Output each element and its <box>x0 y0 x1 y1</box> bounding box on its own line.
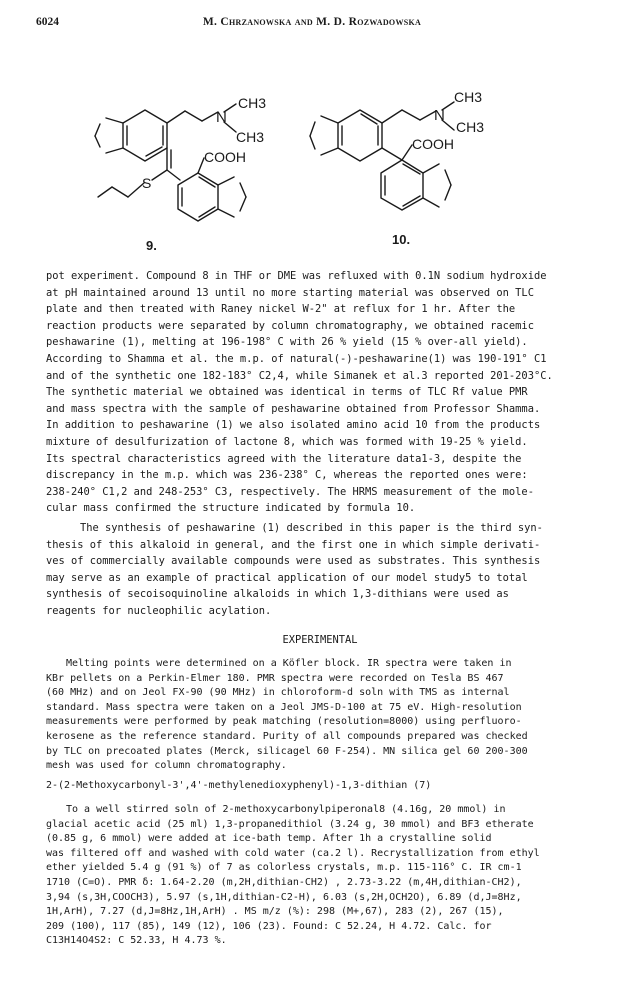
text-line: 238-240° C1,2 and 248-253° C3, respectively. The HRMS measurement of the mole- <box>46 485 534 498</box>
text-line: plate and then treated with Raney nickel W-2" at reflux for 1 hr. After the <box>46 303 516 316</box>
experimental-general-methods <box>46 657 594 774</box>
compound-9-sulfur: S <box>142 175 152 191</box>
text-line: at pH maintained around 13 until no more starting material was observed on TLC <box>46 286 534 299</box>
compound-10-carboxyl: COOH <box>412 136 454 152</box>
text-line: cular mass confirmed the structure indicated by formula 10. <box>46 502 416 515</box>
text-line: standard. Mass spectra were taken on a Jeol JMS-D-100 at 75 eV. High-resolution <box>46 701 522 713</box>
text-line: 209 (100), 117 (85), 149 (12), 106 (23). Found: C 52.24, H 4.72. Calc. for <box>46 920 492 932</box>
text-line: reagents for nucleophilic acylation. <box>46 604 272 617</box>
text-line: (60 MHz) and on Jeol FX-90 (90 MHz) in chloroform-d soln with TMS as internal <box>46 687 510 699</box>
compound-10-structure <box>310 102 454 210</box>
experimental-heading: EXPERIMENTAL <box>282 634 358 646</box>
text-line: 3,94 (s,3H,COOCH3), 5.97 (s,1H,dithian-C2-H), 6.03 (s,2H,OCH2O), 6.89 (d,J=8Hz, <box>46 891 522 903</box>
text-line: reaction products were separated by column chromatography, we obtained racemic <box>46 319 534 332</box>
text-line: 1H,ArH), 7.27 (d,J=8Hz,1H,ArH) . MS m/z (%): 298 (M+,67), 283 (2), 267 (15), <box>46 906 504 918</box>
compound-9-label: 9. <box>146 238 157 253</box>
text-line: peshawarine (1), melting at 196-198° C with 26 % yield (15 % over-all yield). <box>46 336 528 349</box>
text-line: kerosene as the reference standard. Purity of all compounds prepared was checked <box>46 730 528 742</box>
text-line: KBr pellets on a Perkin-Elmer 180. PMR spectra were recorded on Tesla BS 467 <box>46 672 504 684</box>
text-line: discrepancy in the m.p. which was 236-238° C, whereas the reported ones were: <box>46 469 528 482</box>
compound-7-title: 2-(2-Methoxycarbonyl-3',4'-methylenedioxyphenyl)-1,3-dithian (7) <box>46 780 432 791</box>
text-line: C13H14O4S2: C 52.33, H 4.73 %. <box>46 935 227 947</box>
text-line: mixture of desulfurization of lactone 8, which was formed with 19-25 % yield. <box>46 435 528 448</box>
text-line: The synthetic material we obtained was identical in terms of TLC Rf value PMR <box>46 386 528 399</box>
compound-9-methyl-2: CH3 <box>236 129 265 145</box>
running-header-authors: M. Chrzanowska and M. D. Rozwadowska <box>202 16 422 28</box>
text-line: The synthesis of peshawarine (1) described in this paper is the third syn- <box>80 522 543 534</box>
discussion-paragraph-2 <box>46 520 594 620</box>
page-number: 6024 <box>36 16 59 28</box>
text-line: (0.85 g, 6 mmol) were added at ice-bath temp. After 1h a crystalline solid <box>46 833 492 845</box>
text-line: may serve as an example of practical application of our model study5 to total <box>46 571 528 584</box>
text-line: 1710 (C=O). PMR δ: 1.64-2.20 (m,2H,dithian-CH2) , 2.73-3.22 (m,4H,dithian-CH2), <box>46 876 522 888</box>
text-line: ves of commercially available compounds were used as substrates. This synthesis <box>46 555 541 568</box>
compound-10-label: 10. <box>392 232 411 247</box>
compound-9-carboxyl: COOH <box>204 149 246 165</box>
compound-9-n-atom: N <box>216 109 227 126</box>
text-line: was filtered off and washed with cold water (ca.2 l). Recrystallization from ethyl <box>46 847 540 859</box>
compound-10-n-atom: N <box>434 107 445 124</box>
text-line: and of the synthetic one 182-183° C2,4, while Simanek et al.3 reported 201-203°C. <box>46 369 553 382</box>
discussion-paragraph-1 <box>46 268 594 517</box>
text-line: thesis of this alkaloid in general, and the first one in which simple derivati- <box>46 538 541 551</box>
text-line: and mass spectra with the sample of peshawarine obtained from Professor Shamma. <box>46 402 541 415</box>
text-line: Its spectral characteristics agreed with the literature data1-3, despite the <box>46 452 522 465</box>
compound-10-methyl-1: CH3 <box>454 89 483 105</box>
text-line: To a well stirred soln of 2-methoxycarbonylpiperonal8 (4.16g, 20 mmol) in <box>66 804 506 815</box>
text-line: by TLC on precoated plates (Merck, silicagel 60 F-254). MN silica gel 60 200-300 <box>46 745 528 757</box>
text-line: According to Shamma et al. the m.p. of natural(-)-peshawarine(1) was 190-191° C1 <box>46 352 547 365</box>
text-line: measurements were performed by peak matching (resolution=8000) using perfluoro- <box>46 716 522 728</box>
compound-10-methyl-2: CH3 <box>456 119 485 135</box>
text-line: In addition to peshawarine (1) we also isolated amino acid 10 from the products <box>46 419 541 432</box>
text-line: ether yielded 5.4 g (91 %) of 7 as colorless crystals, m.p. 115-116° C. IR cm-1 <box>46 862 522 874</box>
text-line: synthesis of secoisoquinoline alkaloids in which 1,3-dithians were used as <box>46 588 509 601</box>
text-line: mesh was used for column chromatography. <box>46 760 287 772</box>
chemical-structures-figure <box>40 52 590 262</box>
text-line: pot experiment. Compound 8 in THF or DME was refluxed with 0.1N sodium hydroxide <box>46 270 547 282</box>
text-line: glacial acetic acid (25 ml) 1,3-propanedithiol (3.24 g, 30 mmol) and BF3 etherate <box>46 818 534 830</box>
compound-9-methyl-1: CH3 <box>238 95 267 111</box>
text-line: Melting points were determined on a Köfler block. IR spectra were taken in <box>66 658 512 669</box>
compound-7-procedure <box>46 803 594 949</box>
